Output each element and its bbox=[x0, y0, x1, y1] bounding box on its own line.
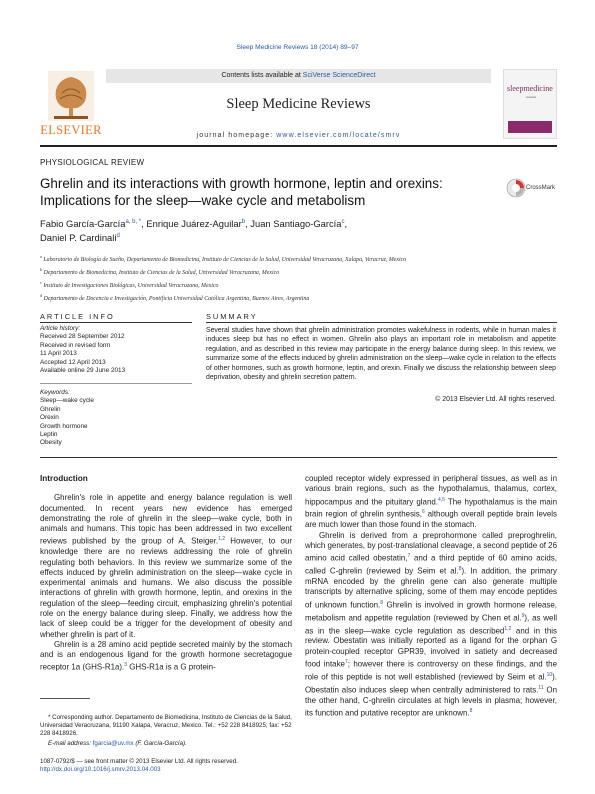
history-item: Available online 29 June 2013 bbox=[40, 367, 126, 375]
author-name[interactable]: Enrique Juárez-Aguilar bbox=[146, 218, 242, 230]
cover-subtitle: reviews bbox=[526, 95, 537, 99]
paragraph-text: ; however there is controversy on these findings, and the role of this peptide is not well established (reviewed by Seim et al. bbox=[305, 659, 557, 682]
homepage-label: journal homepage: bbox=[196, 132, 277, 139]
paragraph-text: although overall peptide brain levels are much lower than those found in the stomach. bbox=[305, 510, 557, 530]
running-head[interactable]: Sleep Medicine Reviews 18 (2014) 89–97 bbox=[236, 44, 359, 51]
keywords-rule bbox=[40, 383, 192, 384]
affiliation-text: Departamento de Docencia e Investigación, Pontificia Universidad Católica Argentina, Buenos Aires, Argentina bbox=[43, 295, 310, 302]
paragraph-text: Ghrelin is derived from a preprohormone called preproghrelin, which generates, by post-translational cleavage, a second peptide of 26 amino acid called obestatin, bbox=[305, 530, 557, 563]
author-separator: , bbox=[245, 218, 251, 230]
cover-image-strip bbox=[508, 121, 552, 133]
body-paragraph bbox=[40, 493, 292, 640]
citation-link[interactable]: 1,2 bbox=[504, 625, 512, 632]
affiliation bbox=[40, 291, 557, 304]
article-info-rule bbox=[40, 322, 192, 323]
email-label: E-mail address: bbox=[48, 740, 93, 747]
corresponding-author-footnote: * Corresponding author. Departamento de Biomedicina, Instituto de Ciencias de la Salud, Universidad Veracruzana, 91190 Xalapa, Veracruz, Mexico. Tel.: +52 228 8418925; fax: +52 228 8418926. bbox=[40, 714, 292, 738]
affiliation-text: Instituto de Investigaciones Biológicas, Universidad Veracruzana, Mexico bbox=[43, 282, 219, 289]
history-item: Accepted 12 April 2013 bbox=[40, 358, 106, 366]
keyword: Ghrelin bbox=[40, 405, 61, 413]
affiliation-mark: c bbox=[40, 279, 42, 285]
keyword: Growth hormone bbox=[40, 422, 88, 430]
affiliation bbox=[40, 252, 557, 265]
email-owner: (F. García-García). bbox=[133, 740, 187, 747]
author-affiliation-mark[interactable]: b bbox=[241, 219, 246, 225]
crossmark-icon bbox=[506, 178, 526, 198]
citation-link[interactable]: 7 bbox=[344, 658, 348, 665]
body-column-right bbox=[305, 474, 557, 719]
affiliation bbox=[40, 278, 557, 291]
affiliation bbox=[40, 265, 557, 278]
author-affiliation-mark[interactable]: d bbox=[116, 233, 120, 240]
journal-cover-thumbnail[interactable] bbox=[503, 69, 557, 139]
affiliation-list bbox=[40, 252, 557, 304]
paragraph-text: ). Obestatin also induces sleep when centrally administered to rats. bbox=[305, 672, 557, 695]
paragraph-text: On the other hand, C-ghrelin circulates at high levels in plasma; however, its function and putative receptor are unknown. bbox=[305, 685, 558, 718]
author-name[interactable]: Daniel P. Cardinali bbox=[40, 232, 117, 244]
citation-link[interactable]: 6 bbox=[421, 509, 425, 516]
article-history-heading: Article history: bbox=[40, 325, 81, 332]
citation-link[interactable]: 8 bbox=[380, 599, 384, 606]
affiliation-text: Departamento de Biomedicina, Instituto de Ciencias de la Salud, Universidad Veracruzana, Mexico bbox=[43, 269, 280, 276]
citation-link[interactable]: 9 bbox=[521, 612, 525, 619]
abstract-bottom-rule bbox=[40, 457, 557, 458]
summary-copyright: © 2013 Elsevier Ltd. All rights reserved. bbox=[435, 396, 556, 403]
journal-banner bbox=[106, 69, 491, 139]
paragraph-text: coupled receptor widely expressed in peripheral tissues, as well as in various brain regions, such as the hypothalamus, thalamus, cortex, hippocampus and the pituitary gland. bbox=[305, 474, 557, 507]
citation-link[interactable]: 10 bbox=[546, 671, 553, 678]
issn-block bbox=[40, 758, 238, 774]
footnote-rule bbox=[40, 698, 90, 699]
journal-title: Sleep Medicine Reviews bbox=[226, 96, 371, 112]
body-paragraph bbox=[40, 640, 292, 673]
citation-link[interactable]: 1,2 bbox=[218, 536, 226, 543]
contents-prefix: Contents lists available at bbox=[221, 72, 303, 79]
article-title-line-1: Ghrelin and its interactions with growth hormone, leptin and orexins: bbox=[40, 176, 443, 191]
body-column-left bbox=[40, 474, 292, 673]
author-separator: , bbox=[344, 218, 348, 230]
body-paragraph bbox=[305, 531, 557, 719]
paragraph-text: Ghrelin is involved in growth hormone release, metabolism and appetite regulation (reviewed by Chen et al. bbox=[305, 600, 557, 623]
article-title-line-2: Implications for the sleep—wake cycle and metabolism bbox=[40, 192, 366, 208]
keyword: Obesity bbox=[40, 439, 62, 447]
journal-masthead bbox=[40, 69, 557, 139]
paragraph-text: ). In addition, the primary mRNA encoded by the ghrelin gene can also generate multiple transcripts by alternative splicing, some of them may encode peptides of unknown function. bbox=[305, 566, 557, 610]
elsevier-wordmark: ELSEVIER bbox=[40, 123, 102, 137]
author-affiliation-mark[interactable]: c bbox=[341, 219, 345, 225]
paragraph-text: Ghrelin's role in appetite and energy balance regulation is well documented. In recent years new evidence has emerged demonstrating the role of ghrelin in the sleep—wake cycle, both in animals and humans. This topic has been addressed in two excellent reviews published by the group of A. Steiger. bbox=[40, 493, 292, 547]
author-separator: , bbox=[141, 218, 147, 230]
crossmark-label: CrossMark bbox=[526, 185, 556, 191]
affiliation-mark: a bbox=[40, 254, 42, 259]
elsevier-logo[interactable] bbox=[40, 69, 102, 139]
sciencedirect-link[interactable]: SciVerse ScienceDirect bbox=[302, 72, 376, 79]
article-title bbox=[40, 176, 510, 209]
paragraph-text: GHS-R1a is a G protein- bbox=[127, 663, 216, 673]
keyword: Sleep—wake cycle bbox=[40, 397, 94, 405]
citation-link[interactable]: 4,5 bbox=[438, 496, 445, 503]
summary-heading: SUMMARY bbox=[206, 312, 258, 321]
summary-rule bbox=[206, 322, 557, 323]
citation-link[interactable]: 7 bbox=[407, 553, 411, 560]
issn-line: 1087-0792/$ — see front matter © 2013 Elsevier Ltd. All rights reserved. bbox=[40, 758, 238, 765]
contents-bar bbox=[106, 69, 491, 83]
history-item: Received 28 September 2012 bbox=[40, 333, 125, 341]
body-paragraph bbox=[305, 474, 557, 531]
cover-title: sleepmedicine bbox=[507, 84, 553, 93]
article-info-heading: ARTICLE INFO bbox=[40, 312, 115, 321]
paragraph-text: ), as well as in the sleep—wake cycle regulation as described bbox=[305, 613, 557, 636]
email-link[interactable]: fgarcia@uv.mx bbox=[92, 740, 134, 747]
paragraph-text: The hypothalamus is the main brain region of ghrelin synthesis, bbox=[305, 497, 558, 520]
affiliation-mark: b bbox=[40, 266, 43, 272]
keyword: Leptin bbox=[40, 431, 58, 439]
history-item: Received in revised form bbox=[40, 341, 111, 349]
homepage-link[interactable]: www.elsevier.com/locate/smrv bbox=[276, 132, 401, 139]
affiliation-mark: d bbox=[40, 292, 43, 298]
affiliation-text: Laboratorio de Biología de Sueño, Departamento de Biomedicina, Instituto de Ciencias de la Salud, Universidad Veracruzana, Xalapa, Veracruz, Mexico bbox=[43, 256, 407, 263]
paragraph-text: and a third peptide of 60 amino acids, called C-ghrelin (reviewed by Seim et al. bbox=[305, 553, 557, 576]
keywords-heading: Keywords: bbox=[40, 389, 70, 396]
crossmark-button[interactable] bbox=[506, 178, 558, 198]
author-name[interactable]: Juan Santiago-García bbox=[250, 218, 342, 230]
history-item: 11 April 2013 bbox=[40, 350, 77, 358]
masthead-rule bbox=[40, 145, 557, 147]
citation-link[interactable]: 8 bbox=[458, 566, 462, 573]
author-affiliation-mark[interactable]: a, b, * bbox=[125, 219, 142, 225]
citation-link[interactable]: 8 bbox=[469, 708, 473, 715]
author-list bbox=[40, 216, 540, 244]
paragraph-text: and in this review. Obestatin was initially reported as a ligand for the orphan G protein-coupled receptor GPR39, involved in satiety and decreased food intake bbox=[305, 626, 557, 669]
email-line bbox=[48, 740, 187, 747]
elsevier-tree-icon bbox=[48, 71, 94, 121]
author-name[interactable]: Fabio García-García bbox=[40, 218, 126, 230]
introduction-heading: Introduction bbox=[40, 474, 88, 483]
paragraph-text: Ghrelin is a 28 amino acid peptide secreted mainly by the stomach and is an endogenous ligand for the growth hormone secretagogue receptor 1a (GHS-R1a). bbox=[40, 639, 292, 673]
journal-homepage bbox=[106, 132, 491, 139]
citation-link[interactable]: 11 bbox=[538, 684, 544, 691]
citation-link[interactable]: 3 bbox=[124, 662, 128, 669]
article-history bbox=[40, 325, 192, 375]
section-type: PHYSIOLOGICAL REVIEW bbox=[40, 158, 145, 167]
keywords-list bbox=[40, 389, 192, 448]
paragraph-text: However, to our knowledge there are no reviews addressing the role of ghrelin regulating both behaviors. In this review we summarize some of the effects induced by ghrelin administration on the sleep—wake cycle in experimental animals and humans. We also discuss the possible interactions of ghrelin with growth hormone, leptin, and orexins in the regulation of the sleep—feeding circuit, emphasizing ghrelin's potential role on the energy balance during sleep. Finally, we address how the lack of sleep could be a trigger for the development of obesity and whether ghrelin is part of it. bbox=[40, 537, 293, 639]
doi-link[interactable]: http://dx.doi.org/10.1016/j.smrv.2013.04.003 bbox=[40, 766, 161, 774]
summary-text: Several studies have shown that ghrelin administration promotes wakefulness in rodents, while in human males it induces sleep but has no effect in women. Ghrelin also plays an important role in metabolism and appetite regulation, and as described in this review may participate in the energy balance during sleep. In this review, we summarize some of the effects induced by ghrelin administration on the sleep—wake cycle in relation to the effects of other hormones, such as growth hormone, leptin, and orexin. Finally we discuss the relationship between sleep deprivation, obesity and ghrelin secretion pattern. bbox=[206, 327, 556, 382]
keyword: Orexin bbox=[40, 414, 59, 422]
